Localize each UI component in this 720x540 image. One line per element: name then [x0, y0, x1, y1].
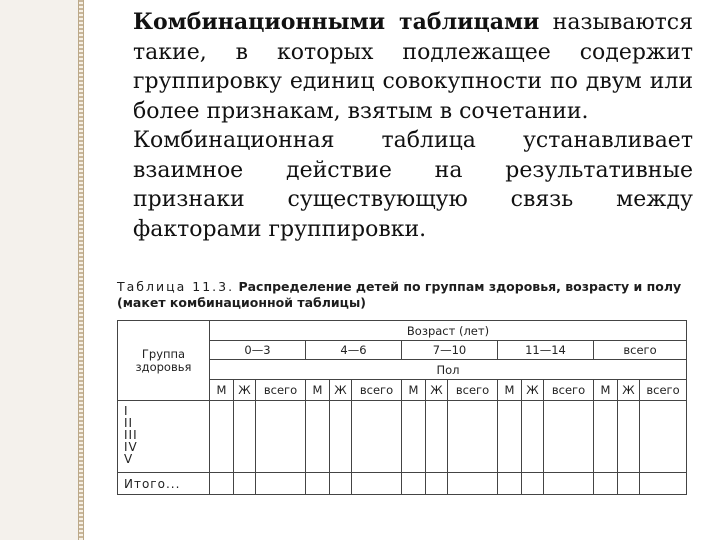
table-cell: [256, 473, 306, 495]
sex-f: Ж: [234, 380, 256, 401]
group-header: Группа здоровья: [135, 346, 192, 374]
health-groups-cell: [118, 401, 210, 473]
table-cell: [426, 401, 448, 473]
table-cell: [402, 401, 426, 473]
sex-f: Ж: [330, 380, 352, 401]
age-group-4: 11—14: [498, 341, 594, 360]
table-caption-text: Распределение детей по группам здоровья, возрасту и полу (макет комбинационной таблицы): [117, 279, 682, 310]
sex-f: Ж: [426, 380, 448, 401]
sex-total: всего: [544, 380, 594, 401]
paragraph-definition: [97, 8, 693, 126]
combination-table-wrap: [117, 320, 687, 495]
table-cell: [448, 473, 498, 495]
table-cell: [544, 473, 594, 495]
combination-table: [117, 320, 687, 495]
health-group-5: V: [124, 452, 134, 466]
sex-total: всего: [448, 380, 498, 401]
total-label: Итого...: [118, 473, 210, 495]
sex-m: М: [306, 380, 330, 401]
age-group-1: 0—3: [210, 341, 306, 360]
table-cell: [352, 473, 402, 495]
left-margin-rule: [78, 0, 84, 540]
table-caption-label: Таблица 11.3.: [117, 279, 235, 294]
table-cell: [594, 401, 618, 473]
age-group-3: 7—10: [402, 341, 498, 360]
sex-m: М: [498, 380, 522, 401]
table-cell: [498, 401, 522, 473]
body-text: [97, 8, 693, 244]
health-group-3: III: [124, 428, 138, 442]
sex-m: М: [402, 380, 426, 401]
sex-header: Пол: [210, 360, 687, 380]
table-cell: [256, 401, 306, 473]
age-header: Возраст (лет): [210, 321, 687, 341]
table-cell: [522, 401, 544, 473]
left-margin-band: [0, 0, 78, 540]
health-group-1: I: [124, 404, 129, 418]
table-cell: [640, 473, 687, 495]
table-cell: [306, 401, 330, 473]
table-cell: [448, 401, 498, 473]
health-group-2: II: [124, 416, 134, 430]
table-cell: [306, 473, 330, 495]
table-cell: [330, 401, 352, 473]
table-cell: [330, 473, 352, 495]
term-bold: Комбинационными таблицами: [133, 9, 540, 35]
group-header-cell: [118, 321, 210, 401]
table-cell: [210, 401, 234, 473]
table-cell: [234, 401, 256, 473]
sex-total: всего: [352, 380, 402, 401]
table-cell: [498, 473, 522, 495]
table-cell: [640, 401, 687, 473]
table-cell: [522, 473, 544, 495]
table-cell: [210, 473, 234, 495]
table-cell: [618, 473, 640, 495]
table-cell: [234, 473, 256, 495]
sex-m: М: [594, 380, 618, 401]
table-cell: [544, 401, 594, 473]
sex-f: Ж: [522, 380, 544, 401]
table-cell: [402, 473, 426, 495]
sex-total: всего: [640, 380, 687, 401]
table-caption: [117, 279, 692, 310]
age-group-total: всего: [594, 341, 687, 360]
definition-text: называются такие, в которых подлежащее содержит группировку единиц совокупности по двум или более признакам, взятым в сочетании.: [133, 10, 693, 124]
paragraph-purpose: Комбинационная таблица устанавливает взаимное действие на результативные признаки существующую связь между факторами группировки.: [133, 128, 693, 242]
table-cell: [352, 401, 402, 473]
sex-f: Ж: [618, 380, 640, 401]
table-cell: [618, 401, 640, 473]
health-group-4: IV: [124, 440, 138, 454]
age-group-2: 4—6: [306, 341, 402, 360]
table-cell: [426, 473, 448, 495]
sex-m: М: [210, 380, 234, 401]
sex-total: всего: [256, 380, 306, 401]
table-cell: [594, 473, 618, 495]
